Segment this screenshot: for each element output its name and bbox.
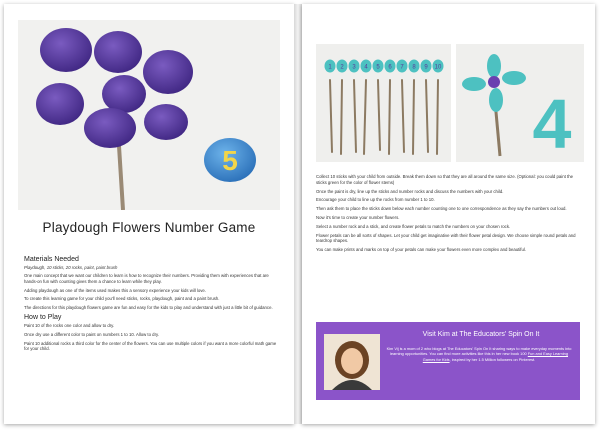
sticks-and-number-rocks-photo (316, 44, 451, 162)
intro-paragraph: Adding playdough as one of the items used makes this a sensory experience your kids will love. (24, 287, 207, 293)
instruction-paragraph: Encourage your child to line up the rocks from number 1 to 10. (316, 197, 435, 203)
right-article-body (316, 174, 580, 256)
promo-body-end: , inspired by her 1.5 Million followers on Pinterest. (449, 356, 536, 362)
number-rock-label: 3 (352, 64, 356, 71)
instruction-paragraph: You can make prints and marks on top of your petals can make your flowers even more complex and beautiful. (316, 247, 527, 253)
instruction-paragraph: Now it's time to create your number flowers. (316, 214, 400, 220)
playdough-flower-illustration (18, 20, 280, 210)
book-link[interactable]: Fun and Easy Learning Games for Kids (422, 351, 568, 362)
how-to-step: Once dry use a different color to paint on numbers 1 to 10. Allow to dry. (24, 331, 160, 337)
promo-body (386, 346, 572, 362)
author-portrait (324, 334, 380, 390)
materials-heading: Materials Needed (24, 256, 79, 263)
intro-paragraph: To create this learning game for your child you'll need sticks, rocks, playdough, paint and a paint brush. (24, 296, 220, 302)
book-gutter (294, 4, 302, 424)
stick-flower-photo (456, 44, 584, 162)
how-to-heading: How to Play (24, 313, 62, 321)
instruction-paragraph: Collect 10 sticks with your child from outside. Break them down so that they are all around the same size. (Optional: you could paint the sticks green for the color of flower stems) (316, 174, 573, 185)
number-rock-label: 7 (400, 64, 404, 71)
instruction-paragraph: Flower petals can be all sorts of shapes. Let your child get imaginative with their flower petal design. We choose simple round petals and teardrop shapes. (316, 232, 576, 244)
number-rock-label: 9 (424, 64, 428, 71)
right-page (302, 4, 595, 424)
left-article-body (24, 256, 280, 355)
intro-paragraph: The directions for this playdough flowers game are fun and easy for the kids to play and understand with just a little bit of guidance. (24, 305, 273, 311)
stick-flower-number: 4 (532, 85, 572, 162)
number-rock-label: 2 (340, 64, 344, 71)
number-rock-label: 5 (376, 64, 380, 71)
sticks-and-rocks-illustration (316, 44, 451, 162)
how-to-step: Paint 10 additional rocks a third color for the center of the flowers. You can use multiple colors if you want a more colorful math game for your child. (24, 340, 277, 352)
stick-flower-illustration (456, 44, 584, 162)
instruction-paragraph: Once the paint is dry, line up the sticks and number rocks and discuss the numbers with your child. (316, 188, 504, 194)
materials-list: Playdough, 10 sticks, 20 rocks, paint, paint brush (24, 265, 118, 270)
playdough-flower-photo (18, 20, 280, 210)
author-avatar (324, 334, 380, 390)
number-rock-label: 4 (364, 64, 368, 71)
promo-heading: Visit Kim at The Educators' Spin On It (422, 331, 540, 338)
left-page (4, 4, 294, 424)
number-rock-label: 1 (328, 64, 332, 71)
number-stone-text: 5 (222, 145, 238, 176)
page-title: Playdough Flowers Number Game (42, 220, 256, 235)
author-promo-box (316, 322, 580, 400)
number-rock-label: 10 (434, 64, 442, 71)
instruction-paragraph: Select a number rock and a stick, and create flower petals to match the numbers on your chosen rock. (316, 223, 511, 229)
number-rock-label: 8 (412, 64, 416, 71)
how-to-step: Paint 10 of the rocks one color and allow to dry. (24, 322, 115, 328)
instruction-paragraph: Then ask them to place the sticks down below each number counting one to one correspondence as they say the numbers out loud. (316, 206, 567, 212)
promo-body-text: Kim Vij is a mom of 2 who blogs at The Educators' Spin On It sharing ways to make everyday moments into learning opportunities. You can find more activities like this in her new book 100 (386, 346, 572, 357)
number-rock-label: 6 (388, 64, 392, 71)
intro-paragraph: One main concept that we want our children to learn is how to recognize their numbers. Providing them with experiences that are hands-on fun with counting gives them a chance to learn while they play. (24, 273, 269, 284)
